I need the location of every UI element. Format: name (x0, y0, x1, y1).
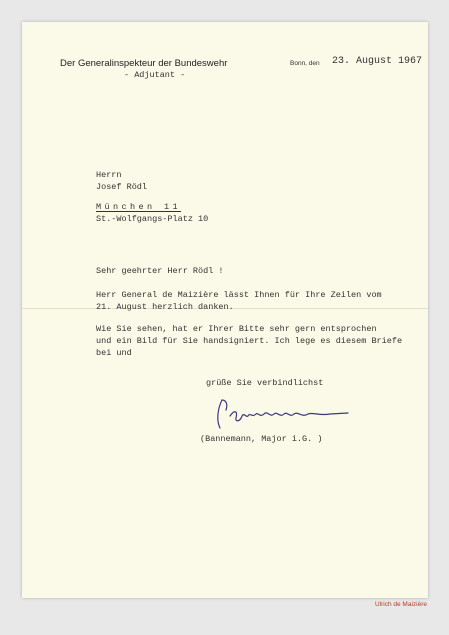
letter-paper (22, 22, 428, 598)
closing: grüße Sie verbindlichst (206, 378, 324, 388)
place-label: Bonn, den (290, 60, 320, 67)
paragraph1-line2: 21. August herzlich danken. (96, 302, 234, 312)
image-credit: Ulrich de Maizière (374, 601, 427, 608)
recipient-salutation-line: Herrn (96, 170, 122, 180)
paragraph2-line3: bei und (96, 348, 132, 358)
handwritten-signature (212, 394, 352, 434)
recipient-city: München 11 (96, 202, 182, 212)
paragraph2-line1: Wie Sie sehen, hat er Ihrer Bitte sehr gern entsprochen (96, 324, 377, 334)
recipient-name: Josef Rödl (96, 182, 148, 192)
signature-block: (Bannemann, Major i.G. ) (200, 434, 323, 444)
letter-date: 23. August 1967 (332, 56, 423, 67)
letterhead-dept: - Adjutant - (124, 70, 186, 80)
recipient-street: St.-Wolfgangs-Platz 10 (96, 214, 209, 224)
greeting: Sehr geehrter Herr Rödl ! (96, 266, 224, 276)
paragraph1-line1: Herr General de Maizière lässt Ihnen für Ihre Zeilen vom (96, 290, 382, 300)
letterhead-org: Der Generalinspekteur der Bundeswehr (60, 58, 228, 69)
paragraph2-line2: und ein Bild für Sie handsigniert. Ich lege es diesem Briefe (96, 336, 403, 346)
